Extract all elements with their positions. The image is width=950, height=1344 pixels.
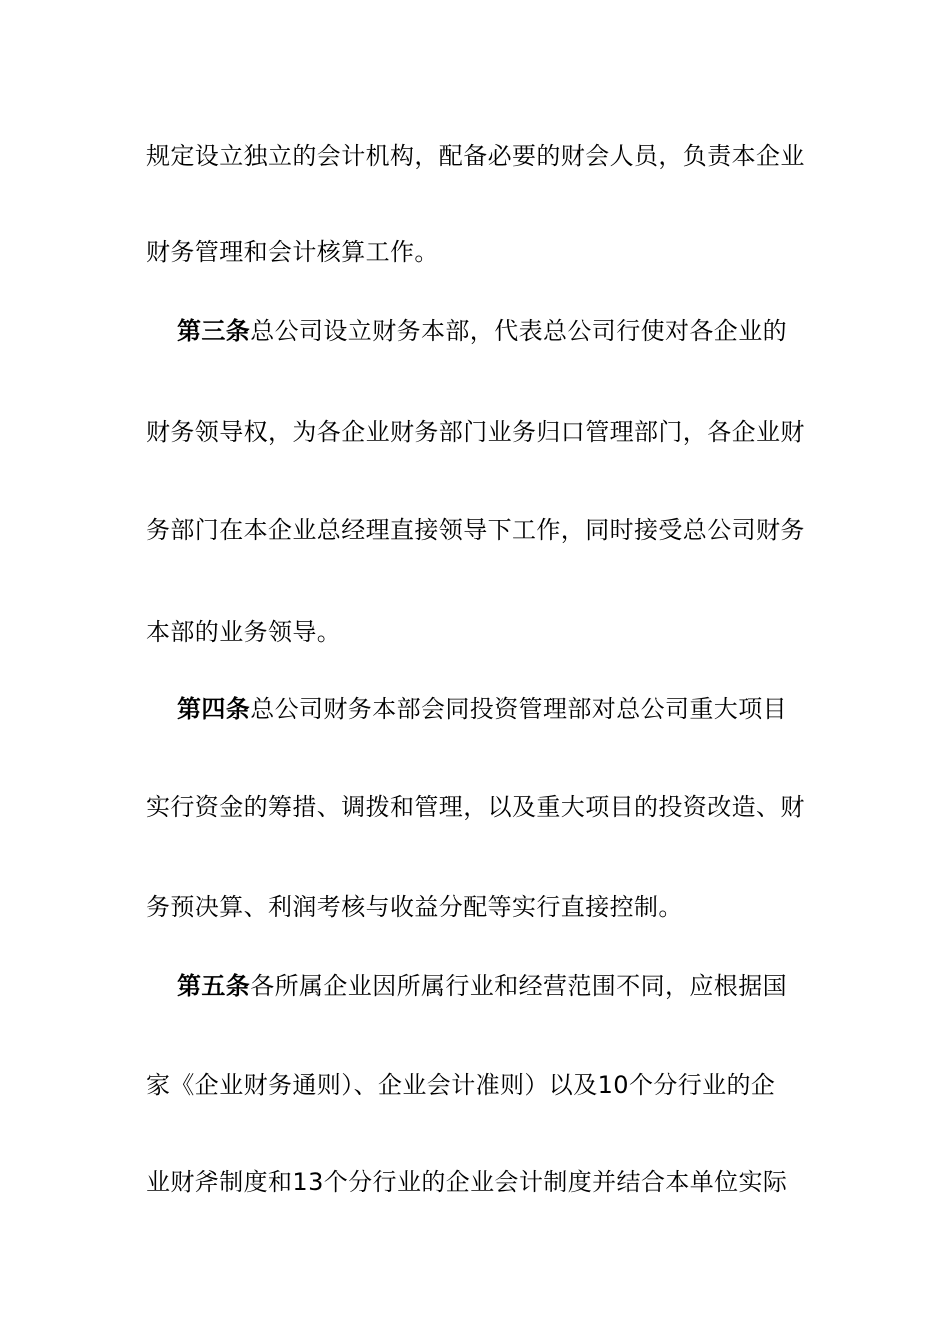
article-5-text: 各所属企业因所属行业和经营范围不同，应根据国 <box>250 972 788 1000</box>
text-line: 财务管理和会计核算工作。 <box>146 238 439 266</box>
article-4-first-line <box>177 693 877 725</box>
text-line: 规定设立独立的会计机构，配备必要的财会人员，负责本企业 <box>146 142 805 170</box>
text-line: 实行资金的筹措、调拨和管理，以及重大项目的投资改造、财 <box>146 793 805 821</box>
text-line: 家《企业财务通则）、企业会计准则）以及10个分行业的企 <box>146 1071 776 1099</box>
text-line: 财务领导权，为各企业财务部门业务归口管理部门，各企业财 <box>146 418 805 446</box>
article-3-text: 总公司设立财务本部，代表总公司行使对各企业的 <box>250 317 788 345</box>
text-line: 务部门在本企业总经理直接领导下工作，同时接受总公司财务 <box>146 516 805 544</box>
text-line: 务预决算、利润考核与收益分配等实行直接控制。 <box>146 893 683 921</box>
article-4-heading: 第四条 <box>177 695 251 723</box>
article-5-heading: 第五条 <box>177 972 251 1000</box>
text-line: 业财斧制度和13个分行业的企业会计制度并结合本单位实际 <box>146 1168 788 1196</box>
article-4-text: 总公司财务本部会同投资管理部对总公司重大项目 <box>250 695 788 723</box>
text-line: 本部的业务领导。 <box>146 618 342 646</box>
article-3-first-line <box>177 315 877 347</box>
article-3-heading: 第三条 <box>177 317 251 345</box>
article-5-first-line <box>177 970 877 1002</box>
